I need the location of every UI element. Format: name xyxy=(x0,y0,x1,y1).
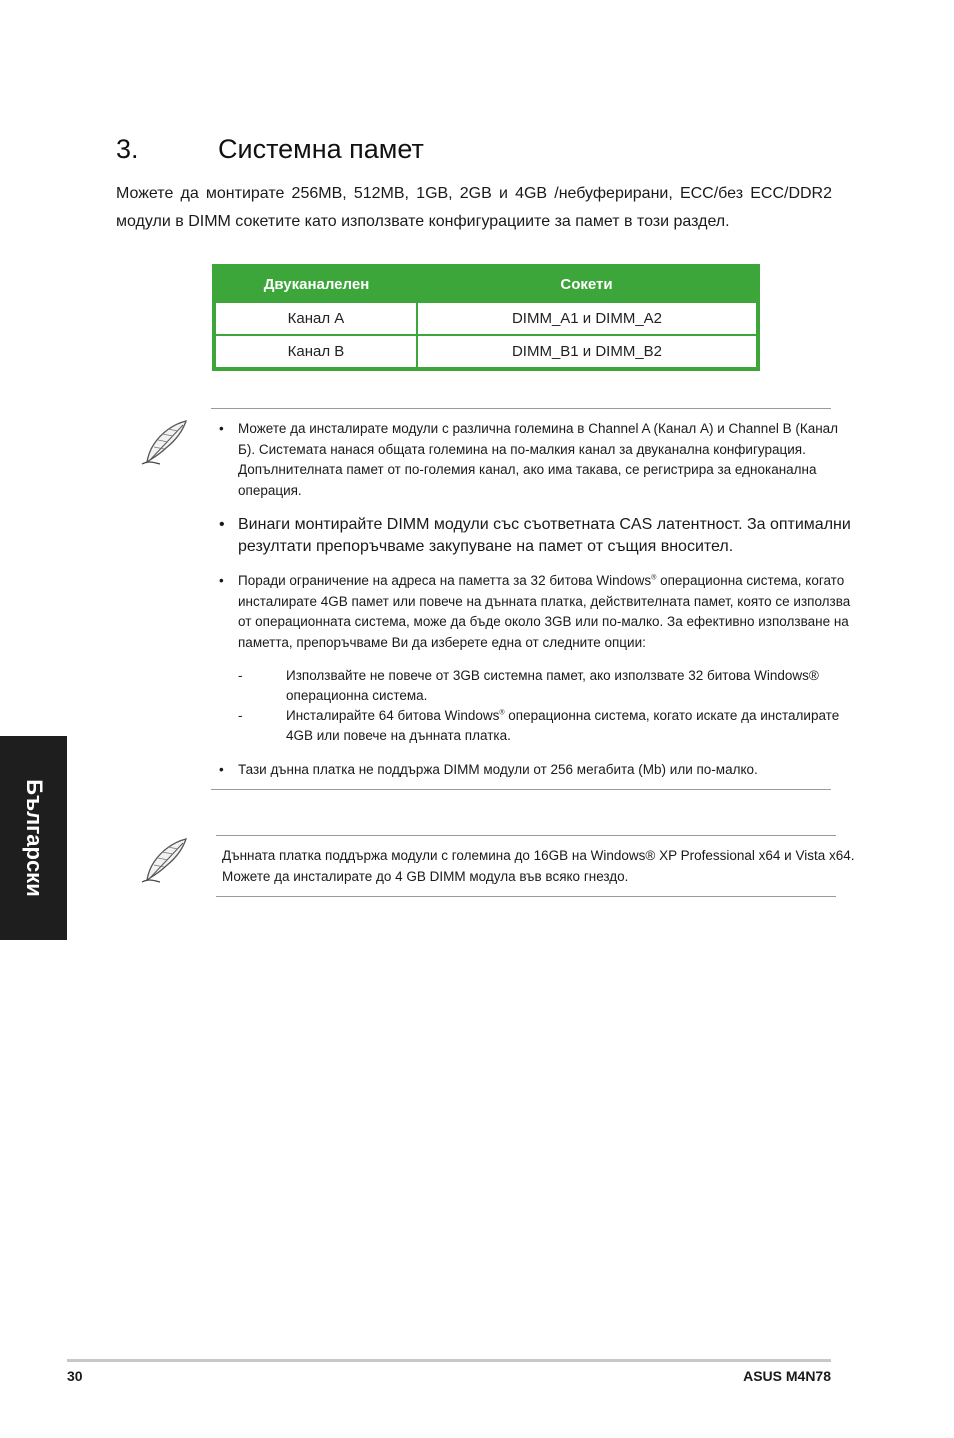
note-line: Б). Системата нанася общата големина на по-малкия канал за двуканална конфигурация. xyxy=(238,441,806,457)
dash-marker: - xyxy=(238,668,243,683)
memory-config-table xyxy=(212,264,760,371)
note-line: Можете да инсталирате модули с различна големина в Channel A (Канал A) и Channel B (Канал xyxy=(238,421,839,436)
note-line: Дънната платка поддържа модули с големина до 16GB на Windows® XP Professional x64 и Vista x64. xyxy=(222,848,855,863)
intro-line-1: Можете да монтирате 256MB, 512MB, 1GB, 2GB и 4GB /небуферирани, ECC/без ECC/DDR2 xyxy=(116,185,832,202)
language-label: Български xyxy=(21,779,47,897)
note-line: 4GB или повече на дънната платка. xyxy=(286,728,511,743)
page-number: 30 xyxy=(67,1368,83,1384)
table-row xyxy=(214,335,758,369)
note-line: Използвайте не повече от 3GB системна памет, ако използвате 32 битова Windows® xyxy=(286,668,819,683)
table-header-sockets: Сокети xyxy=(417,266,758,302)
note-line: паметта, препоръчваме Ви да изберете една от следните опции: xyxy=(238,634,646,650)
note-line: резултати препоръчваме закупуване на памет от същия вносител. xyxy=(238,538,734,555)
table-cell: Канал A xyxy=(214,302,417,335)
footer-divider xyxy=(67,1359,831,1362)
note-line: операция. xyxy=(238,482,302,498)
table-cell: Канал B xyxy=(214,335,417,369)
dash-marker: - xyxy=(238,708,243,723)
bullet-icon: • xyxy=(219,762,224,777)
note-line: инсталирате 4GB памет или повече на дънната платка, действителната памет, която се използва xyxy=(238,593,851,609)
note-line: Винаги монтирайте DIMM модули със съответната CAS латентност. За оптимални xyxy=(238,516,851,533)
bullet-icon: • xyxy=(219,516,225,533)
section-title: Системна памет xyxy=(218,134,424,164)
product-model: ASUS M4N78 xyxy=(743,1368,831,1384)
table-header-channel: Двуканалелен xyxy=(214,266,417,302)
note-line: Можете да инсталирате до 4 GB DIMM модула във всяко гнездо. xyxy=(222,868,629,884)
bullet-icon: • xyxy=(219,421,224,436)
note-line: Инсталирайте 64 битова Windows® операционна система, когато искате да инсталирате xyxy=(286,708,840,723)
note-line: операционна система. xyxy=(286,688,428,703)
note-line: Тази дънна платка не поддържа DIMM модули от 256 мегабита (Mb) или по-малко. xyxy=(238,762,758,777)
note-line: от операционната система, може да бъде около 3GB или по-малко. За ефективно използване на xyxy=(238,614,849,629)
section-number: 3. xyxy=(116,134,139,164)
feather-pen-icon xyxy=(138,418,190,468)
note-line: Поради ограничение на адреса на паметта за 32 битова Windows® операционна система, когато xyxy=(238,573,845,588)
table-cell: DIMM_B1 и DIMM_B2 xyxy=(417,335,758,369)
intro-paragraph xyxy=(116,180,832,236)
language-side-tab xyxy=(0,736,67,940)
note-line: Допълнителната памет от по-големия канал, ако има такава, се регистрира за едноканална xyxy=(238,462,817,477)
bullet-icon: • xyxy=(219,573,224,588)
table-cell: DIMM_A1 и DIMM_A2 xyxy=(417,302,758,335)
table-row xyxy=(214,302,758,335)
table-header-row xyxy=(214,266,758,302)
intro-line-2: модули в DIMM сокетите като използвате конфигурациите за памет в този раздел. xyxy=(116,213,730,230)
feather-pen-icon xyxy=(138,836,190,886)
